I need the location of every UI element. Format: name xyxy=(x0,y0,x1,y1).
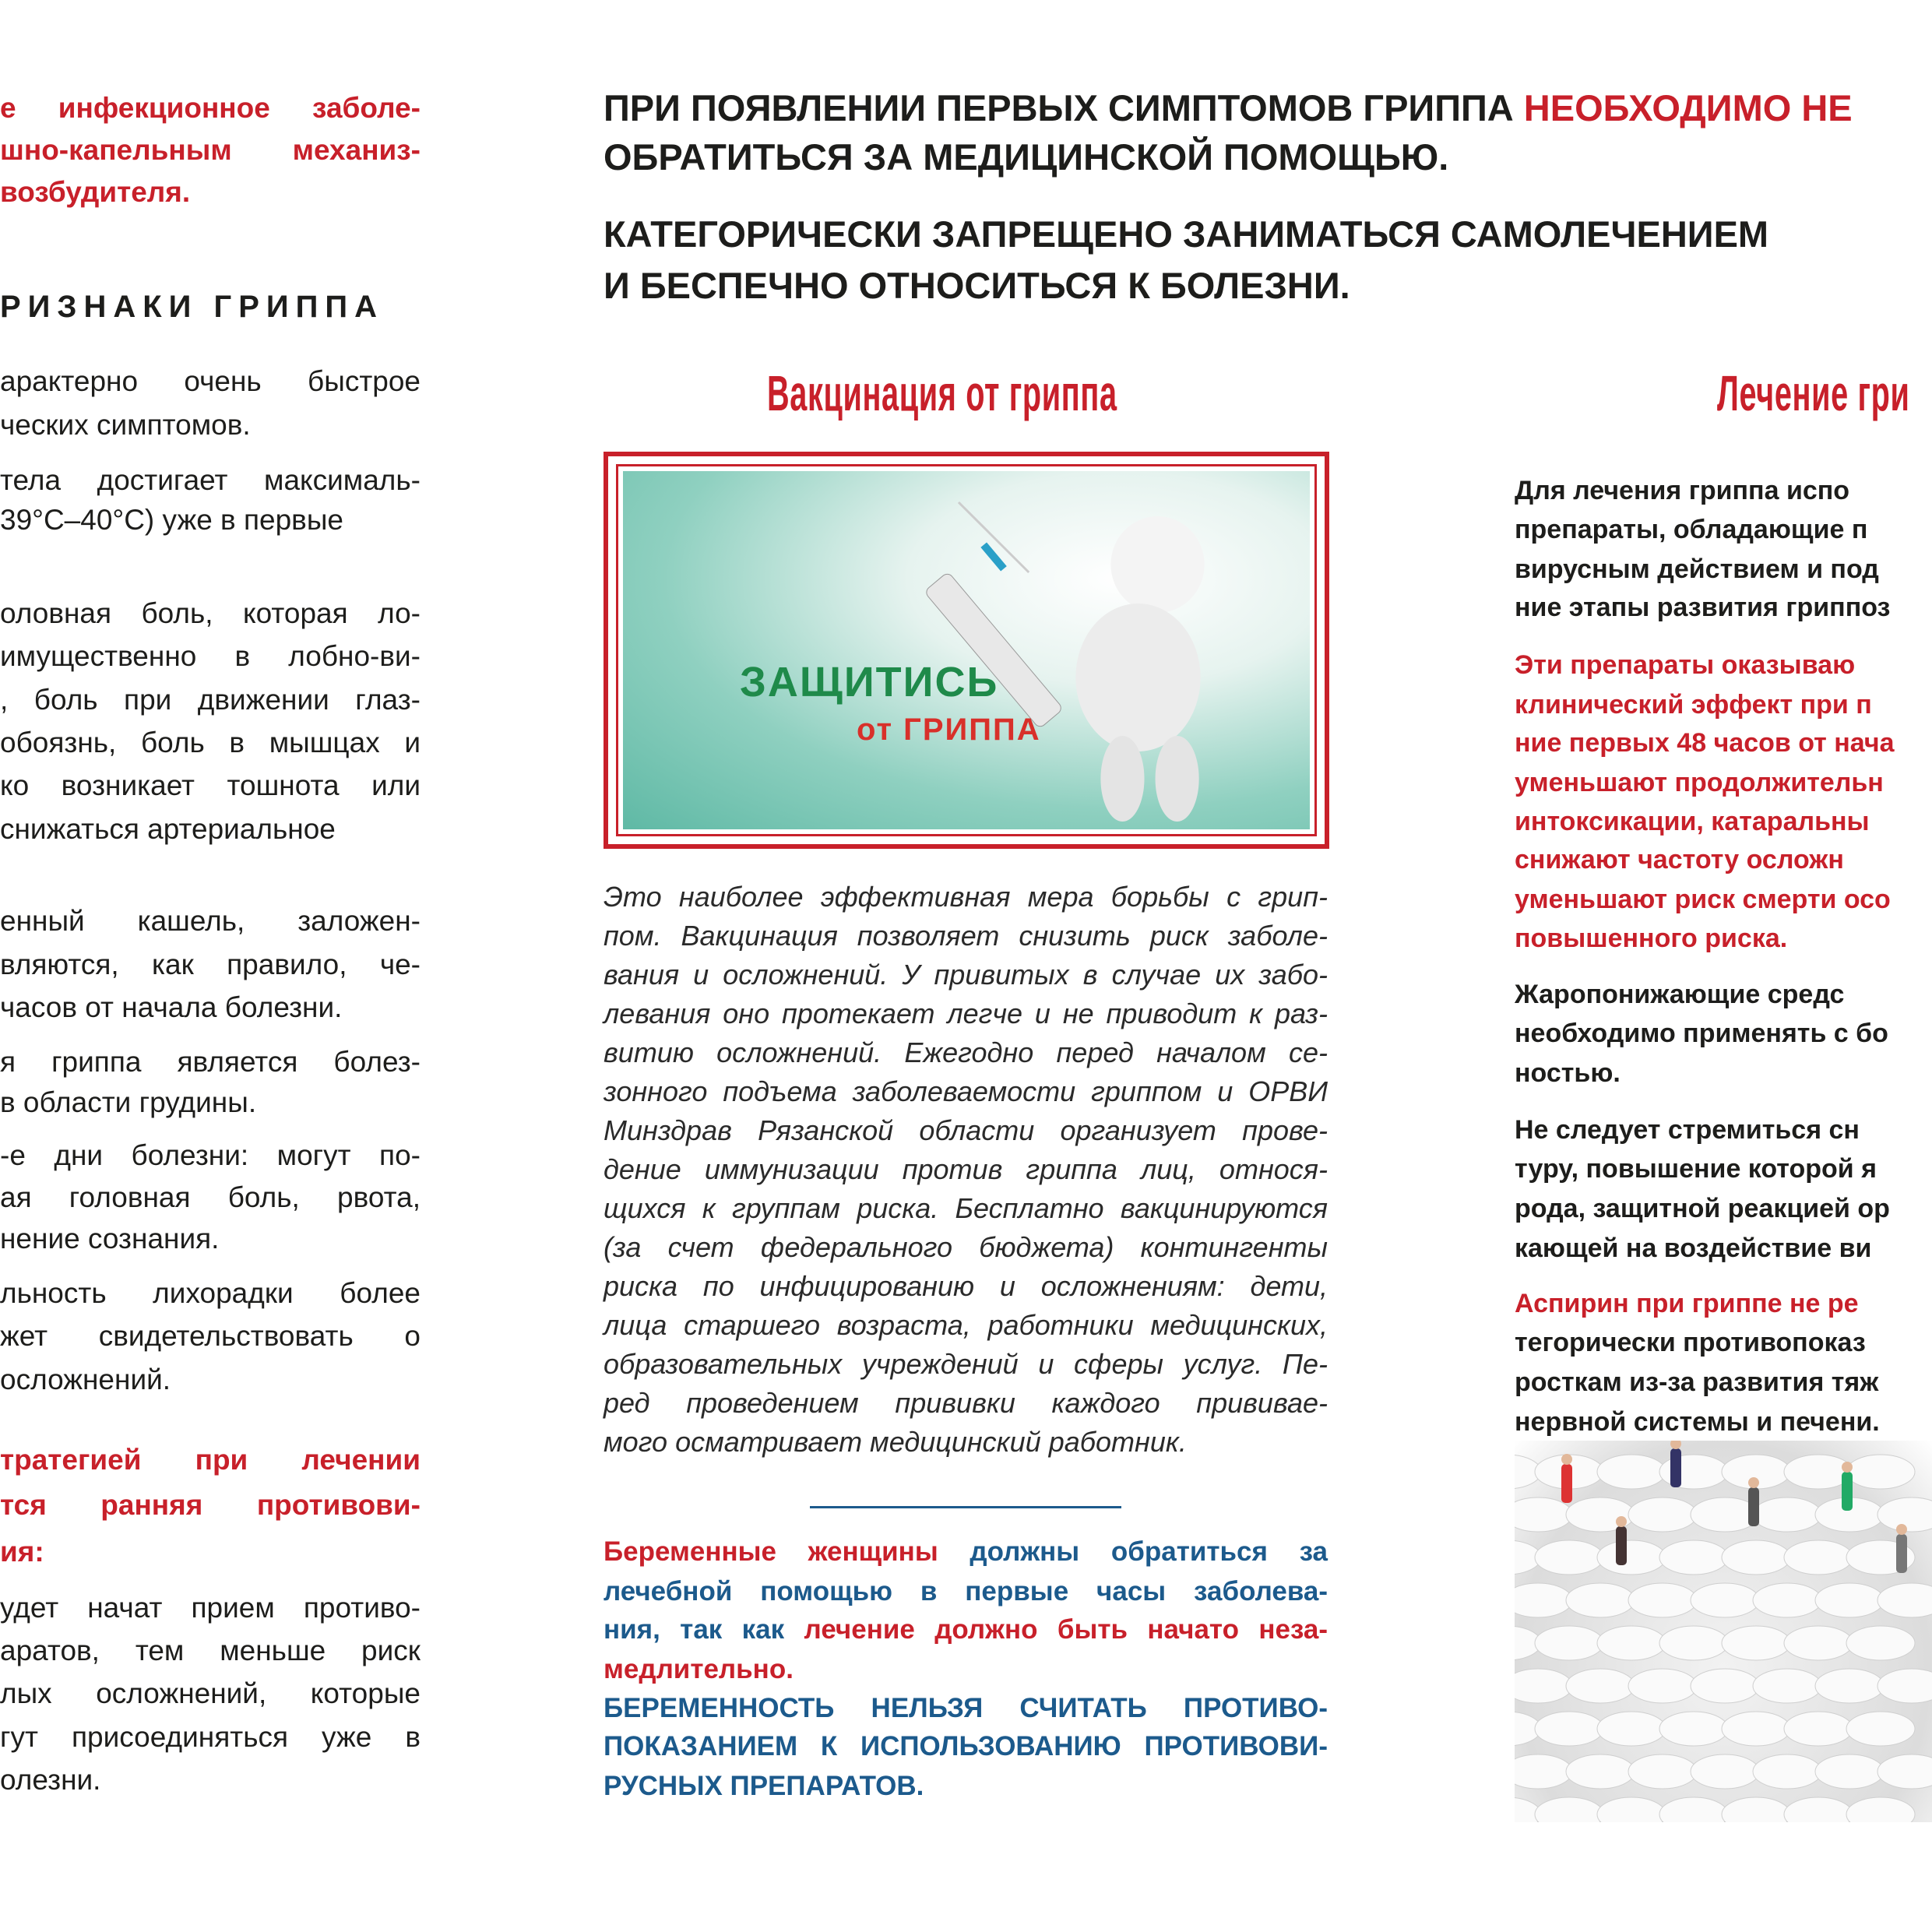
tiny-figure xyxy=(1842,1462,1853,1511)
strategy-line: тратегией при лечении xyxy=(0,1444,421,1476)
symptom-line: жет свидетельствовать о xyxy=(0,1320,421,1352)
pill xyxy=(1535,1712,1603,1746)
headline-line xyxy=(604,264,1350,308)
treatment-text-line xyxy=(1515,1153,1932,1184)
pill xyxy=(1846,1626,1915,1660)
tiny-figure xyxy=(1748,1477,1759,1526)
vaccination-line: Минздрав Рязанской области организует прове- xyxy=(604,1114,1328,1146)
pregnancy-line xyxy=(604,1575,1328,1608)
pregnancy-line xyxy=(604,1536,1328,1568)
pill xyxy=(1628,1669,1697,1703)
pill xyxy=(1877,1583,1932,1617)
treatment-text-line xyxy=(1515,649,1932,681)
symptom-line: ко возникает тошнота или xyxy=(0,769,421,801)
from-flu-slogan: от ГРИППА xyxy=(857,713,1041,747)
pill xyxy=(1566,1754,1635,1789)
headline-line xyxy=(604,135,1448,179)
symptom-line: часов от начала болезни. xyxy=(0,991,343,1023)
text-segment: вирусным действием и под xyxy=(1515,554,1879,584)
pill xyxy=(1628,1497,1697,1532)
pill xyxy=(1535,1540,1603,1575)
treatment-text-line xyxy=(1515,844,1932,875)
text-segment: туру, повышение которой я xyxy=(1515,1154,1877,1184)
text-segment: БЕРЕМЕННОСТЬ НЕЛЬЗЯ СЧИТАТЬ ПРОТИВО- xyxy=(604,1693,1328,1723)
pill xyxy=(1846,1712,1915,1746)
vaccination-line: витию осложнений. Ежегодно перед началом се- xyxy=(604,1036,1328,1068)
treatment-text-line xyxy=(1515,689,1932,720)
pill xyxy=(1515,1754,1572,1789)
vaccination-line: лица старшего возраста, работники медицинских, xyxy=(604,1309,1328,1341)
pill xyxy=(1597,1455,1666,1489)
pill xyxy=(1515,1497,1572,1532)
text-segment: НЕОБХОДИМО НЕ xyxy=(1523,87,1853,128)
symptom-line: снижаться артериальное xyxy=(0,813,336,845)
treatment-text-line xyxy=(1515,923,1932,954)
pill xyxy=(1597,1540,1666,1575)
symptom-line: арактерно очень быстрое xyxy=(0,365,421,397)
symptom-line: -е дни болезни: могут по- xyxy=(0,1139,421,1171)
text-segment: ние первых 48 часов от нача xyxy=(1515,728,1895,758)
pill xyxy=(1784,1712,1853,1746)
figure-with-syringe-illustration xyxy=(623,471,1310,829)
symptom-line: я гриппа является болез- xyxy=(0,1046,421,1078)
treatment-text-line xyxy=(1515,884,1932,915)
tiny-figure xyxy=(1616,1516,1627,1565)
text-segment: Беременные женщины xyxy=(604,1536,970,1567)
flu-signs-heading: РИЗНАКИ ГРИППА xyxy=(0,290,385,324)
intro-line: е инфекционное заболе- xyxy=(0,92,421,124)
symptom-line: енный кашель, заложен- xyxy=(0,905,421,937)
intro-line: возбудителя. xyxy=(0,176,191,208)
pregnancy-line xyxy=(604,1614,1328,1646)
treatment-line: удет начат прием противо- xyxy=(0,1592,421,1624)
pill xyxy=(1753,1583,1821,1617)
vaccination-section-title: Вакцинация от гриппа xyxy=(767,365,1117,421)
pregnancy-line xyxy=(604,1730,1328,1763)
text-segment: медлительно. xyxy=(604,1654,794,1684)
pill xyxy=(1659,1626,1728,1660)
tiny-figure xyxy=(1670,1441,1681,1487)
pill xyxy=(1535,1626,1603,1660)
text-segment: Не следует стремиться сн xyxy=(1515,1115,1860,1145)
pill xyxy=(1566,1583,1635,1617)
vaccination-line: риска по инфицированию и осложнениям: дети, xyxy=(604,1270,1328,1302)
treatment-text-line xyxy=(1515,514,1932,545)
text-segment: Жаропонижающие средс xyxy=(1515,980,1845,1009)
text-segment: Эти препараты оказываю xyxy=(1515,650,1856,680)
vaccination-line: (за счет федерального бюджета) контингенты xyxy=(604,1231,1328,1263)
pill xyxy=(1722,1797,1790,1822)
treatment-text-line xyxy=(1515,554,1932,585)
section-divider xyxy=(810,1506,1121,1508)
vaccination-line: образовательных учреждений и сферы услуг. Пе- xyxy=(604,1348,1328,1380)
pill xyxy=(1597,1626,1666,1660)
text-segment: росткам из-за развития тяж xyxy=(1515,1367,1879,1397)
pill xyxy=(1628,1754,1697,1789)
pills-with-figures-image xyxy=(1515,1441,1932,1822)
pill xyxy=(1753,1669,1821,1703)
intro-line: шно-капельным механиз- xyxy=(0,134,421,166)
text-segment: интоксикации, катаральны xyxy=(1515,807,1870,836)
text-segment: лечение должно быть начато неза- xyxy=(804,1614,1328,1645)
text-segment: тегорически противопоказ xyxy=(1515,1328,1866,1357)
symptom-line: ая головная боль, рвота, xyxy=(0,1181,421,1213)
pill xyxy=(1877,1669,1932,1703)
text-segment: повышенного риска. xyxy=(1515,924,1788,953)
vaccination-line: мого осматривает медицинский работник. xyxy=(604,1426,1187,1458)
vaccination-line: пом. Вакцинация позволяет снизить риск заболе- xyxy=(604,920,1328,952)
treatment-text-line xyxy=(1515,767,1932,798)
pill xyxy=(1628,1583,1697,1617)
text-segment: И БЕСПЕЧНО ОТНОСИТЬСЯ К БОЛЕЗНИ. xyxy=(604,265,1350,306)
treatment-text-line xyxy=(1515,1057,1932,1089)
symptom-line: осложнений. xyxy=(0,1364,171,1395)
pill xyxy=(1535,1797,1603,1822)
symptom-line: ческих симптомов. xyxy=(0,409,251,441)
text-segment: лечебной помощью в первые часы заболева- xyxy=(604,1576,1328,1606)
treatment-text-line xyxy=(1515,592,1932,623)
vaccination-line: вания и осложнений. У привитых в случае их забо- xyxy=(604,959,1328,991)
treatment-text-line xyxy=(1515,475,1932,506)
pill xyxy=(1784,1540,1853,1575)
text-segment: уменьшают риск смерти осо xyxy=(1515,885,1891,914)
symptom-line: тела достигает максималь- xyxy=(0,464,421,496)
treatment-text-line xyxy=(1515,1233,1932,1264)
text-segment: нервной системы и печени. xyxy=(1515,1407,1880,1437)
vaccination-line: дение иммунизации против гриппа лиц, относя- xyxy=(604,1153,1328,1185)
text-segment: КАТЕГОРИЧЕСКИ ЗАПРЕЩЕНО ЗАНИМАТЬСЯ САМОЛЕЧЕНИЕМ xyxy=(604,213,1769,255)
text-segment: РУСНЫХ ПРЕПАРАТОВ. xyxy=(604,1771,924,1801)
headline-line xyxy=(604,86,1853,130)
treatment-text-line xyxy=(1515,806,1932,837)
pill xyxy=(1846,1455,1915,1489)
text-segment: должны обратиться за xyxy=(970,1536,1328,1567)
text-segment: уменьшают продолжительн xyxy=(1515,768,1884,797)
pill xyxy=(1784,1797,1853,1822)
pill xyxy=(1784,1626,1853,1660)
pill xyxy=(1722,1626,1790,1660)
pill xyxy=(1515,1669,1572,1703)
text-segment: ОБРАТИТЬСЯ ЗА МЕДИЦИНСКОЙ ПОМОЩЬЮ. xyxy=(604,136,1449,178)
treatment-text-line xyxy=(1515,727,1932,758)
text-segment: кающей на воздействие ви xyxy=(1515,1233,1872,1263)
vaccination-line: Это наиболее эффективная мера борьбы с грип- xyxy=(604,881,1328,913)
text-segment: необходимо применять с бо xyxy=(1515,1019,1888,1048)
pill xyxy=(1753,1497,1821,1532)
symptom-line: в области грудины. xyxy=(0,1086,257,1118)
text-segment: рода, защитной реакцией ор xyxy=(1515,1194,1890,1223)
treatment-text-line xyxy=(1515,979,1932,1010)
symptom-line: нение сознания. xyxy=(0,1223,220,1255)
pill xyxy=(1722,1712,1790,1746)
strategy-line: ия: xyxy=(0,1536,44,1568)
treatment-line: аратов, тем меньше риск xyxy=(0,1635,421,1666)
text-segment: Для лечения гриппа испо xyxy=(1515,476,1850,505)
symptom-line: обоязнь, боль в мышцах и xyxy=(0,727,421,758)
pregnancy-line xyxy=(604,1692,1328,1725)
pregnancy-line xyxy=(604,1770,1328,1803)
tiny-figure xyxy=(1896,1524,1907,1573)
symptom-line: , боль при движении глаз- xyxy=(0,684,421,716)
treatment-text-line xyxy=(1515,1288,1932,1319)
pill xyxy=(1691,1669,1759,1703)
pill xyxy=(1597,1797,1666,1822)
protect-slogan: ЗАЩИТИСЬ xyxy=(740,659,999,706)
treatment-line: олезни. xyxy=(0,1764,101,1796)
symptom-line: оловная боль, которая ло- xyxy=(0,597,421,629)
treatment-text-line xyxy=(1515,1327,1932,1358)
symptom-line: льность лихорадки более xyxy=(0,1277,421,1309)
text-segment: клинический эффект при п xyxy=(1515,690,1872,720)
vaccination-line: зонного подъема заболеваемости гриппом и ОРВИ xyxy=(604,1075,1328,1107)
vaccination-line: левания оно протекает легче и не приводит к раз- xyxy=(604,998,1328,1029)
pill xyxy=(1659,1455,1728,1489)
pill xyxy=(1846,1797,1915,1822)
treatment-section-title: Лечение гри xyxy=(1717,365,1910,421)
treatment-line: лых осложнений, которые xyxy=(0,1677,421,1709)
pill xyxy=(1566,1669,1635,1703)
treatment-text-line xyxy=(1515,1114,1932,1145)
text-segment: ПРИ ПОЯВЛЕНИИ ПЕРВЫХ СИМПТОМОВ ГРИППА xyxy=(604,87,1524,128)
symptom-line: 39°C–40°C) уже в первые xyxy=(0,504,344,536)
text-segment: ния, так как xyxy=(604,1614,804,1645)
text-segment: Аспирин при гриппе не ре xyxy=(1515,1289,1859,1318)
pill xyxy=(1659,1712,1728,1746)
pill xyxy=(1597,1712,1666,1746)
pill xyxy=(1691,1754,1759,1789)
symptom-line: вляются, как правило, че- xyxy=(0,948,421,980)
pill xyxy=(1815,1754,1884,1789)
treatment-text-line xyxy=(1515,1406,1932,1438)
text-segment: препараты, обладающие п xyxy=(1515,515,1868,544)
text-segment: ние этапы развития гриппоз xyxy=(1515,593,1891,622)
pill xyxy=(1691,1583,1759,1617)
pregnancy-line xyxy=(604,1653,1328,1686)
pill xyxy=(1659,1540,1728,1575)
tiny-figure xyxy=(1561,1454,1572,1503)
treatment-text-line xyxy=(1515,1018,1932,1049)
symptom-line: имущественно в лобно-ви- xyxy=(0,640,421,672)
pill xyxy=(1877,1754,1932,1789)
text-segment: ПОКАЗАНИЕМ К ИСПОЛЬЗОВАНИЮ ПРОТИВОВИ- xyxy=(604,1731,1328,1761)
pills-illustration xyxy=(1515,1441,1932,1822)
text-segment: снижают частоту осложн xyxy=(1515,845,1844,875)
pill xyxy=(1815,1669,1884,1703)
vaccination-image xyxy=(604,452,1329,849)
vaccination-line: ред проведением прививки каждого прививае- xyxy=(604,1387,1328,1419)
strategy-line: тся ранняя противови- xyxy=(0,1489,421,1521)
pill xyxy=(1515,1583,1572,1617)
treatment-text-line xyxy=(1515,1367,1932,1398)
pill xyxy=(1815,1583,1884,1617)
pill xyxy=(1753,1754,1821,1789)
pill xyxy=(1659,1797,1728,1822)
treatment-line: гут присоединяться уже в xyxy=(0,1721,421,1753)
text-segment: ностью. xyxy=(1515,1058,1621,1088)
vaccination-line: щихся к группам риска. Бесплатно вакцинируются xyxy=(604,1192,1328,1224)
pill xyxy=(1722,1540,1790,1575)
treatment-text-line xyxy=(1515,1193,1932,1224)
headline-line xyxy=(604,213,1768,256)
